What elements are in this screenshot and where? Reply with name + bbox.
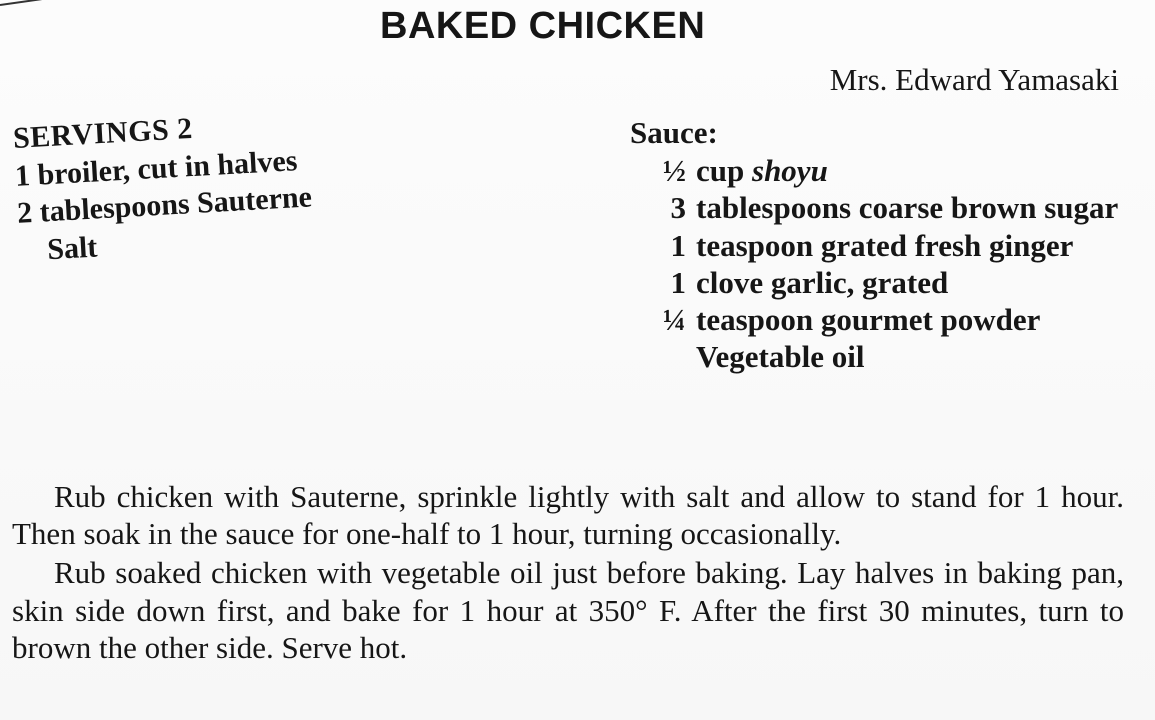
sauce-item-quantity: ¼ — [662, 301, 686, 337]
instruction-paragraph-2: Rub soaked chicken with vegetable oil just before baking. Lay halves in baking pan, skin side down first, and bake for 1 hour at 350° F. After the first 30 minutes, turn to brown the other side. Serve hot. — [12, 555, 1124, 665]
recipe-author: Mrs. Edward Yamasaki — [829, 62, 1119, 97]
sauce-item-text: teaspoon gourmet powder — [696, 301, 1041, 337]
sauce-item-quantity: 1 — [670, 264, 686, 300]
sauce-item-text — [696, 152, 1125, 189]
sauce-item-text-prefix: cup — [696, 153, 745, 189]
sauce-item-5 — [630, 301, 1125, 338]
sauce-item-6 — [630, 338, 1125, 375]
instruction-paragraph-1: Rub chicken with Sauterne, sprinkle lightly with salt and allow to stand for 1 hour. Then soak in the sauce for one-half to 1 hour, turning occasionally. — [12, 479, 1124, 552]
recipe-instructions — [12, 478, 1124, 668]
sauce-ingredients-list — [630, 152, 1125, 375]
servings-label: SERVINGS 2 — [12, 111, 194, 155]
main-ingredient-3: Salt — [46, 229, 99, 266]
main-ingredient-1: 1 broiler, cut in halves — [14, 143, 299, 193]
sauce-ingredients-block — [630, 114, 1125, 375]
sauce-item-1 — [630, 152, 1125, 189]
sauce-item-2 — [630, 189, 1125, 226]
sauce-title: Sauce: — [630, 115, 718, 150]
sauce-item-3 — [630, 227, 1125, 264]
corner-mark — [0, 0, 42, 6]
sauce-item-text: Vegetable oil — [696, 339, 865, 375]
main-ingredients-list — [14, 136, 410, 270]
sauce-item-text: teaspoon grated fresh ginger — [696, 227, 1074, 263]
sauce-item-emphasis: shoyu — [752, 153, 828, 189]
sauce-item-text: clove garlic, grated — [696, 264, 949, 300]
recipe-title: BAKED CHICKEN — [380, 5, 706, 47]
sauce-item-quantity: 1 — [670, 227, 686, 263]
sauce-item-quantity: 3 — [670, 190, 686, 226]
sauce-item-4 — [630, 264, 1125, 301]
sauce-item-quantity: ½ — [662, 153, 686, 189]
main-ingredient-2: 2 tablespoons Sauterne — [16, 180, 313, 230]
sauce-item-text: tablespoons coarse brown sugar — [696, 190, 1119, 226]
main-ingredients-block — [12, 98, 410, 270]
